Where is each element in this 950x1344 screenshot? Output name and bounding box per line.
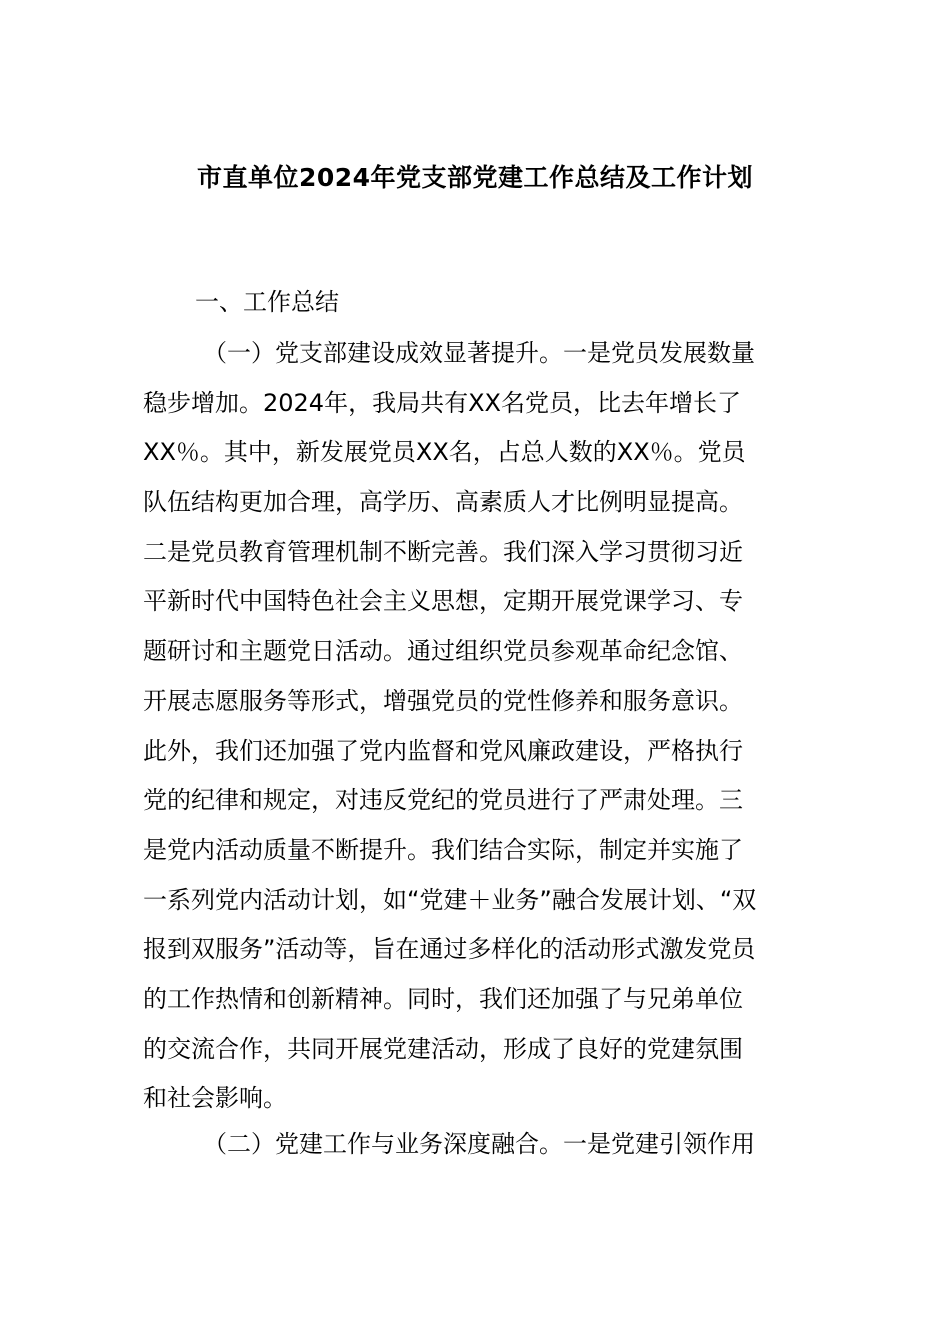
paragraph-line: 的工作热情和创新精神。同时，我们还加强了与兄弟单位 xyxy=(143,984,743,1013)
paragraph-line: （一）党支部建设成效显著提升。一是党员发展数量 xyxy=(203,339,755,367)
paragraph-line: 党的纪律和规定，对违反党纪的党员进行了严肃处理。三 xyxy=(143,786,743,815)
paragraph-line: 报到双服务”活动等，旨在通过多样化的活动形式激发党员 xyxy=(143,935,756,964)
paragraph-party-business-integration xyxy=(143,1120,755,1170)
paragraph-line: 是党内活动质量不断提升。我们结合实际，制定并实施了 xyxy=(143,835,743,864)
paragraph-line: 和社会影响。 xyxy=(143,1084,287,1113)
paragraph-line: （二）党建工作与业务深度融合。一是党建引领作用 xyxy=(203,1130,755,1158)
paragraph-line: 平新时代中国特色社会主义思想，定期开展党课学习、专 xyxy=(143,587,743,616)
paragraph-line: XX％。其中，新发展党员XX名，占总人数的XX％。党员 xyxy=(143,438,746,467)
document-title: 市直单位2024年党支部党建工作总结及工作计划 xyxy=(196,163,754,192)
paragraph-line: 队伍结构更加合理，高学历、高素质人才比例明显提高。 xyxy=(143,488,743,517)
paragraph-party-branch-construction xyxy=(143,329,756,1124)
paragraph-line: 开展志愿服务等形式，增强党员的党性修养和服务意识。 xyxy=(143,686,743,715)
paragraph-line: 的交流合作，共同开展党建活动，形成了良好的党建氛围 xyxy=(143,1034,743,1063)
paragraph-line: 此外，我们还加强了党内监督和党风廉政建设，严格执行 xyxy=(143,736,743,765)
section-heading-work-summary: 一、工作总结 xyxy=(195,288,339,316)
paragraph-line: 题研讨和主题党日活动。通过组织党员参观革命纪念馆、 xyxy=(143,637,743,666)
paragraph-line: 稳步增加。2024年，我局共有XX名党员，比去年增长了 xyxy=(143,388,741,417)
paragraph-line: 一系列党内活动计划，如“党建＋业务”融合发展计划、“双 xyxy=(143,885,757,914)
paragraph-line: 二是党员教育管理机制不断完善。我们深入学习贯彻习近 xyxy=(143,537,743,566)
